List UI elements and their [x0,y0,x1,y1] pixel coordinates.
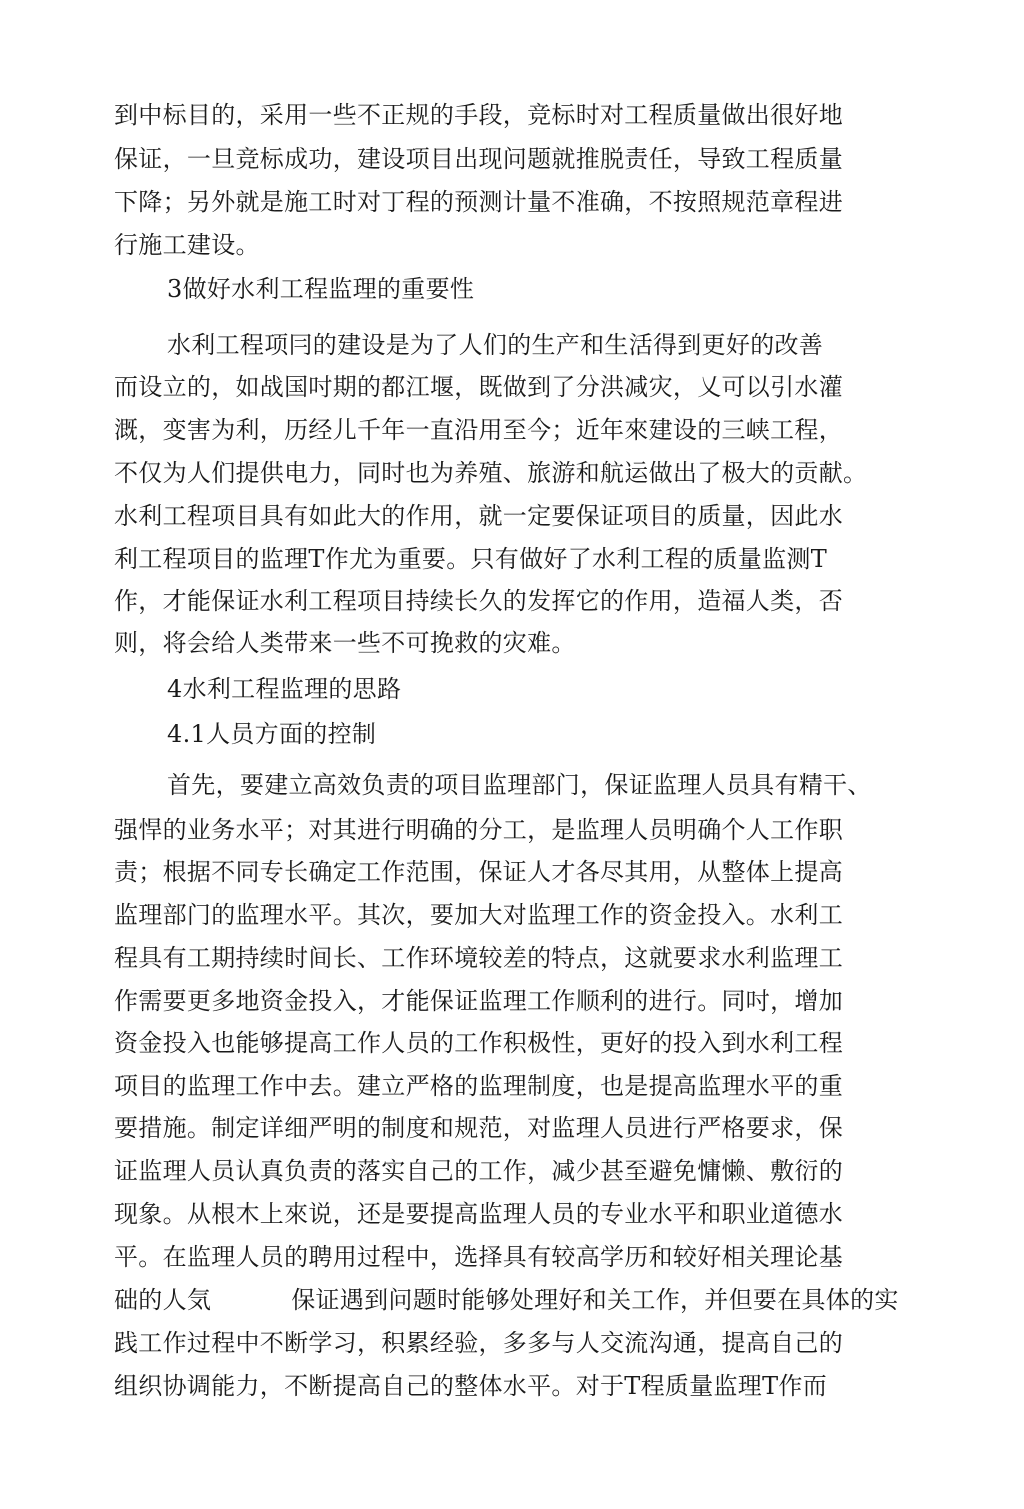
paragraph-line: 不仅为人们提供电力，同时也为养殖、旅游和航运做出了极大的贡献。 [114,459,868,487]
split-line-left: 础的人気 [114,1286,212,1314]
paragraph-line: 保证，一旦竞标成功，建设项目出现问题就推脱责任，导致工程质量 [114,145,843,173]
paragraph-line: 到中标目的，采用一些不正规的手段，竞标时对工程质量做出很好地 [114,101,843,129]
paragraph-line: 现象。从根木上來说，还是要提高监理人员的专业水平和职业道德水 [114,1200,843,1228]
paragraph-line: 则，将会给人类带来一些不可挽救的灾难。 [114,629,576,657]
split-line-right: 保证遇到问题时能够处理好和关工作，并但要在具体的实 [291,1286,899,1314]
paragraph-line: 溉，变害为利，历经儿千年一直沿用至今；近年來建设的三峡工程， [114,416,843,444]
paragraph-line-split [114,1285,899,1315]
subsection-heading-4-1: 4.1人员方面的控制 [167,720,377,748]
paragraph-line: 水利工程项冃的建设是为了人们的生产和生活得到更好的改善 [167,331,824,359]
paragraph-line: 平。在监理人员的聘用过程中，选择具有较高学历和较好相关理论基 [114,1243,843,1271]
paragraph-line: 项目的监理工作中去。建立严格的监理制度，也是提高监理水平的重 [114,1072,843,1100]
paragraph-line: 要措施。制定详细严明的制度和规范，对监理人员进行严格要求，保 [114,1114,843,1142]
section-heading-4: 4水利工程监理的思路 [167,675,402,703]
paragraph-line: 首先，要建立高效负责的项目监理部门，保证监理人员具有精干、 [167,771,872,799]
paragraph-line: 作需要更多地资金投入，才能保证监理工作顺利的进行。同吋，增加 [114,987,843,1015]
paragraph-line: 行施工建设。 [114,231,260,259]
paragraph-line: 证监理人员认真负责的落实自己的工作，减少甚至避免慵懒、敷衍的 [114,1157,843,1185]
paragraph-line: 资金投入也能够提高工作人员的工作积极性，更好的投入到水利工程 [114,1029,843,1057]
paragraph-line: 组织协调能力，不断提高自己的整体水平。对于T程质量监理T作而 [114,1372,828,1400]
paragraph-line: 水利工程项目具有如此大的作用，就一定要保证项目的质量，因此水 [114,502,843,530]
paragraph-line: 利工程项目的监理T作尤为重要。只有做好了水利工程的质量监测T [114,545,828,573]
paragraph-line: 践工作过程中不断学习，积累经验，多多与人交流沟通，提高自己的 [114,1329,843,1357]
paragraph-line: 而设立的，如战国吋期的都江堰，既做到了分洪减灾，乂可以引水灌 [114,373,843,401]
paragraph-line: 强悍的业务水平；对其进行明确的分工，是监理人员明确个人工作职 [114,816,843,844]
paragraph-line: 下降；另外就是施工时对丁程的预测计量不准确，不按照规范章程进 [114,188,843,216]
paragraph-line: 责；根据不同专长确定工作范围，保证人才各尽其用，从整体上提高 [114,858,843,886]
paragraph-line: 作，才能保证水利工程项目持续长久的发挥它的作用，造福人类，否 [114,587,843,615]
paragraph-line: 程具有工期持续时间长、工作环境较差的特点，这就要求水利监理工 [114,944,843,972]
paragraph-line: 监理部门的监理水平。其次，要加大对监理工作的资金投入。水利工 [114,901,843,929]
section-heading-3: 3做好水利工程监理的重要性 [167,275,475,303]
